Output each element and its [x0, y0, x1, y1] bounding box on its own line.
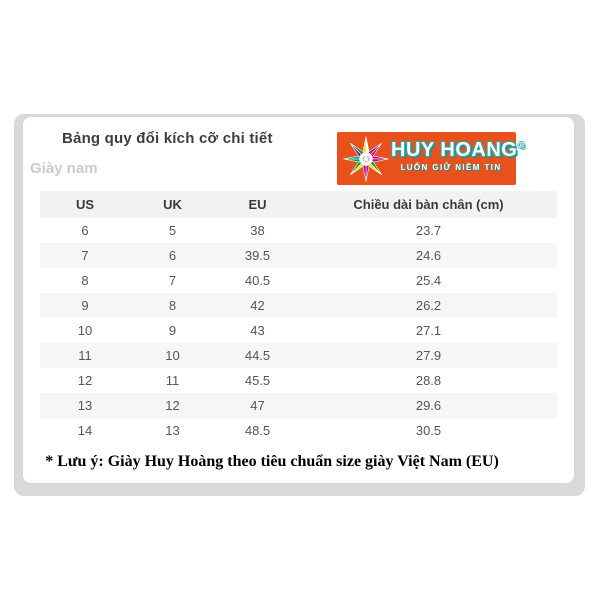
- table-cell: 44.5: [244, 348, 271, 363]
- col-header-footlength: Chiều dài bàn chân (cm): [300, 191, 557, 218]
- table-cell: 47: [250, 398, 265, 413]
- logo-brand-text: HUY HOANG®: [391, 139, 525, 161]
- table-cell: 30.5: [415, 423, 442, 438]
- table-cell: 10: [165, 348, 180, 363]
- table-cell: 25.4: [415, 273, 442, 288]
- table-cell: 26.2: [415, 298, 442, 313]
- table-cell: 45.5: [244, 373, 271, 388]
- table-row: [40, 218, 557, 243]
- table-row: [40, 243, 557, 268]
- table-row: [40, 343, 557, 368]
- col-header-eu: EU: [215, 191, 300, 218]
- col-header-uk: UK: [130, 191, 215, 218]
- table-cell: 5: [168, 223, 177, 238]
- table-cell: 7: [81, 248, 89, 263]
- table-cell: 11: [165, 373, 180, 388]
- size-table-body: [40, 218, 557, 443]
- table-cell: 39.5: [244, 248, 271, 263]
- card-title: Bảng quy đổi kích cỡ chi tiết: [62, 130, 273, 147]
- huy-hoang-logo: [337, 132, 525, 185]
- table-row: [40, 318, 557, 343]
- table-cell: 7: [168, 273, 177, 288]
- table-cell: 40.5: [244, 273, 271, 288]
- table-row: [40, 293, 557, 318]
- table-cell: 6: [81, 223, 89, 238]
- col-header-us: US: [40, 191, 130, 218]
- table-cell: 23.7: [415, 223, 442, 238]
- size-chart-card: [23, 117, 574, 483]
- table-row: [40, 268, 557, 293]
- table-cell: 10: [77, 323, 93, 338]
- size-conversion-table: [40, 191, 557, 443]
- table-row: [40, 393, 557, 418]
- table-header-row: [40, 191, 557, 218]
- logo-text-block: [391, 139, 525, 172]
- registered-mark-icon: ®: [518, 141, 525, 151]
- card-shadow: [14, 114, 585, 496]
- table-cell: 13: [77, 398, 93, 413]
- table-row: [40, 418, 557, 443]
- table-cell: 6: [168, 248, 177, 263]
- table-cell: 29.6: [415, 398, 442, 413]
- table-cell: 27.1: [415, 323, 442, 338]
- table-cell: 42: [250, 298, 265, 313]
- table-cell: 24.6: [415, 248, 442, 263]
- table-cell: 43: [250, 323, 265, 338]
- table-cell: 12: [165, 398, 180, 413]
- table-cell: 9: [168, 323, 177, 338]
- logo-tagline: LUÔN GIỮ NIỀM TIN: [400, 163, 502, 172]
- footnote: * Lưu ý: Giày Huy Hoàng theo tiêu chuẩn size giày Việt Nam (EU): [45, 453, 499, 470]
- table-cell: 9: [81, 298, 89, 313]
- table-row: [40, 368, 557, 393]
- table-cell: 48.5: [244, 423, 271, 438]
- card-subtitle: Giày nam: [30, 160, 98, 177]
- table-cell: 8: [81, 273, 89, 288]
- table-cell: 13: [165, 423, 180, 438]
- table-cell: 12: [77, 373, 93, 388]
- table-cell: 14: [77, 423, 93, 438]
- compass-star-icon: [342, 135, 390, 183]
- table-cell: 38: [250, 223, 265, 238]
- table-cell: 8: [168, 298, 177, 313]
- table-cell: 11: [78, 348, 92, 363]
- table-cell: 28.8: [415, 373, 442, 388]
- table-cell: 27.9: [415, 348, 442, 363]
